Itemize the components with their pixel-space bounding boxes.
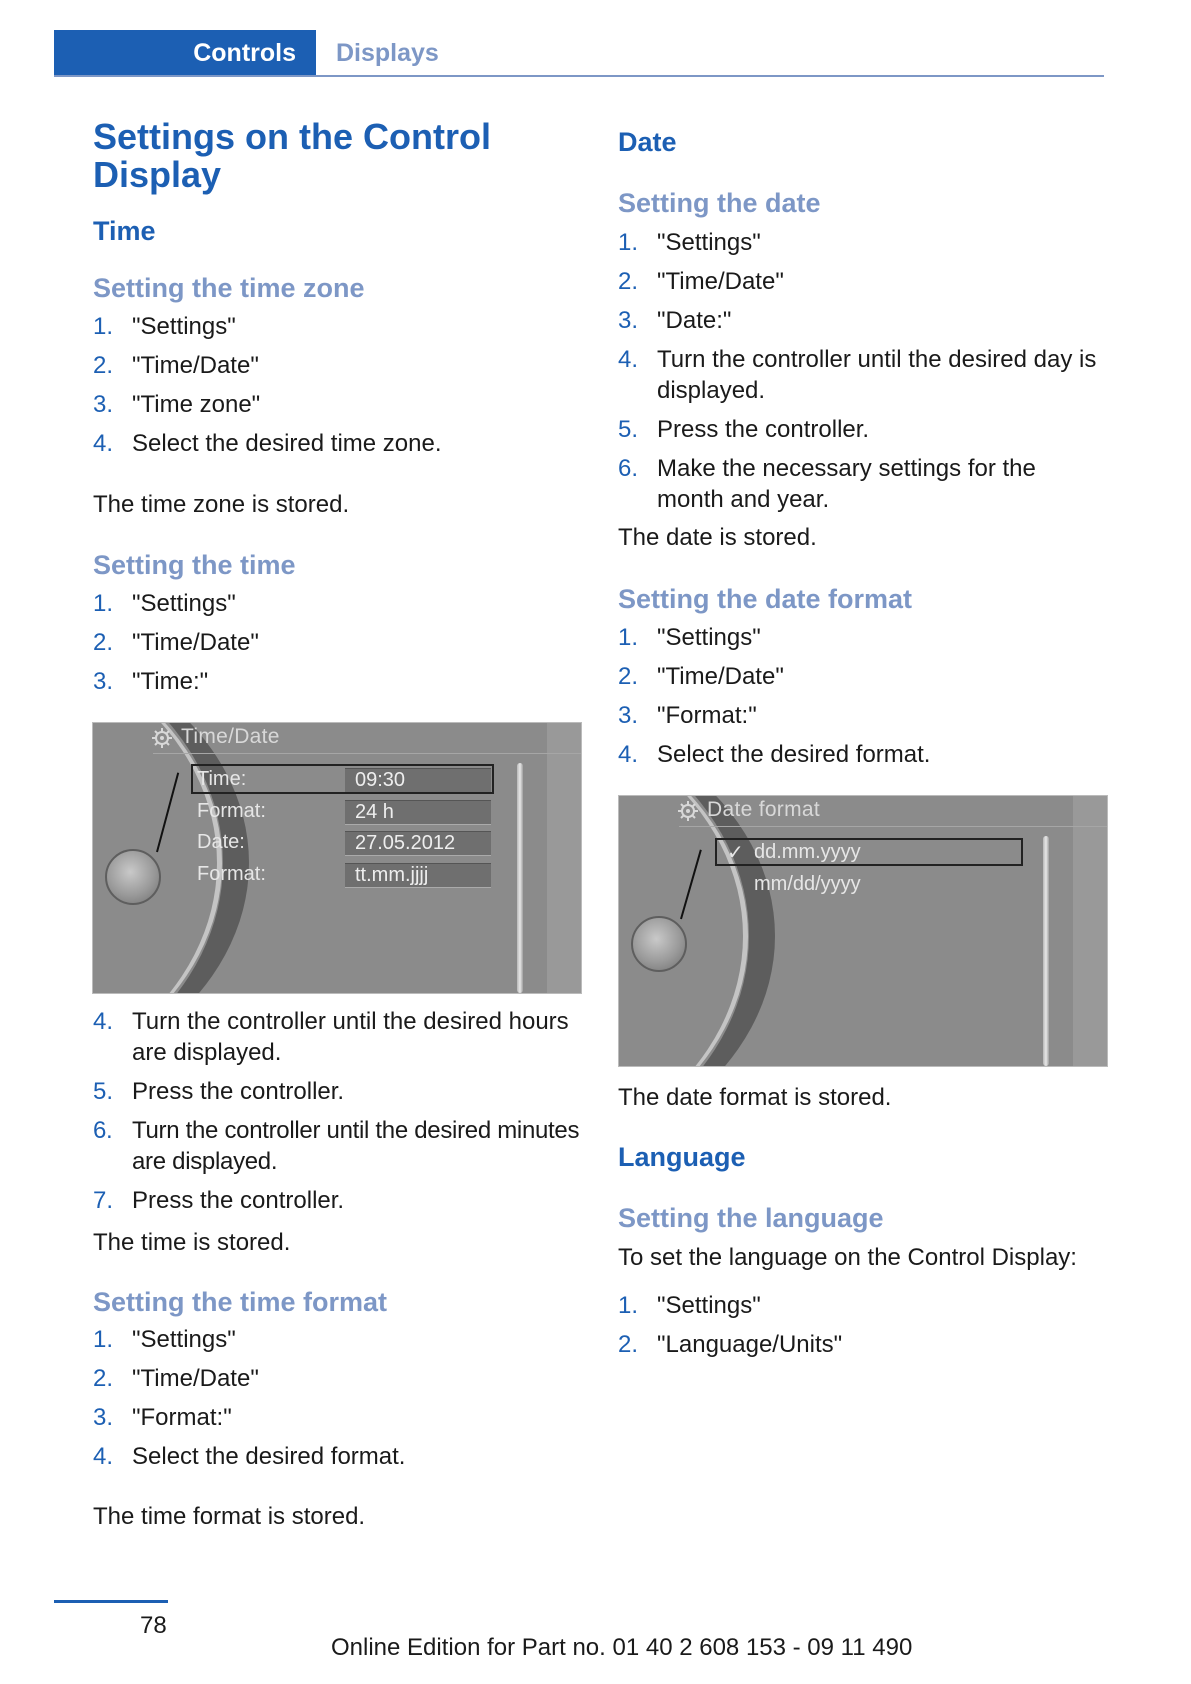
screen-option: mm/dd/yyyy (754, 873, 861, 895)
list-item: 1. "Settings" (93, 1326, 236, 1353)
list-item: 3. "Format:" (618, 702, 757, 729)
dateformat-steps (618, 622, 1108, 778)
header-rule (54, 75, 1104, 77)
dateformat-result: The date format is stored. (618, 1084, 892, 1111)
timezone-result: The time zone is stored. (93, 491, 350, 518)
timezone-heading: Setting the time zone (93, 273, 365, 303)
list-item: 3. "Time zone" (93, 391, 261, 418)
language-steps (618, 1290, 1108, 1368)
header-section-label: Controls (193, 39, 296, 67)
list-item: 5. Press the controller. (618, 416, 870, 443)
list-item: 4. Turn the controller until the desired day is displayed. (618, 346, 1097, 404)
screen-row-label: Format: (197, 863, 266, 885)
gear-icon (677, 800, 699, 822)
dateformat-heading: Setting the date format (618, 584, 913, 614)
page-title: Settings on the Control Display (93, 116, 491, 195)
screen-row-label: Format: (197, 800, 266, 822)
time-setting-heading: Setting the time (93, 550, 296, 580)
list-item: 4. Select the desired format. (618, 741, 931, 768)
screen-right-edge (547, 723, 582, 994)
time-steps-continued (93, 1006, 583, 1224)
language-setting-heading: Setting the language (618, 1203, 884, 1233)
screen-right-bar (1043, 836, 1049, 1066)
screen-row-label: Time: (197, 768, 247, 790)
page-number: 78 (140, 1612, 167, 1639)
screen-right-edge (1073, 796, 1108, 1067)
screen-row-value: 24 h (345, 800, 491, 825)
edition-note: Online Edition for Part no. 01 40 2 608 153 - 09 11 490 (331, 1634, 913, 1661)
list-item: 3. "Time:" (93, 668, 209, 695)
screen-title-rule (153, 753, 582, 754)
screen-title-rule (679, 826, 1108, 827)
list-item: 1. "Settings" (93, 313, 236, 340)
list-item: 5. Press the controller. (93, 1078, 345, 1105)
timeformat-heading: Setting the time format (93, 1287, 388, 1317)
list-item: 4. Select the desired format. (93, 1443, 406, 1470)
list-item: 1. "Settings" (618, 229, 761, 256)
list-item: 3. "Date:" (618, 307, 732, 334)
list-item: 2. "Time/Date" (618, 663, 784, 690)
screen-right-bar (517, 763, 523, 993)
controller-knob-icon (631, 916, 687, 972)
list-item: 7. Press the controller. (93, 1187, 345, 1214)
timeformat-steps (93, 1324, 583, 1480)
list-item: 2. "Time/Date" (93, 629, 259, 656)
list-item: 1. "Settings" (618, 1292, 761, 1319)
gear-icon (151, 727, 173, 749)
list-item: 2. "Time/Date" (93, 1365, 259, 1392)
time-result: The time is stored. (93, 1229, 291, 1256)
screen-title: Date format (707, 798, 821, 821)
header-section-tab (54, 30, 316, 76)
screen-option: dd.mm.yyyy (754, 841, 861, 863)
list-item: 2. "Time/Date" (93, 352, 259, 379)
screen-row-value: 27.05.2012 (345, 831, 491, 856)
date-steps (618, 227, 1108, 523)
timezone-steps (93, 311, 583, 467)
time-heading: Time (93, 216, 156, 246)
footer-rule (54, 1600, 168, 1603)
checkmark-icon: ✓ (727, 842, 744, 864)
list-item: 4. Select the desired time zone. (93, 430, 442, 457)
timedate-screen-image (92, 722, 582, 994)
time-steps (93, 588, 583, 705)
dateformat-screen-image (618, 795, 1108, 1067)
list-item: 1. "Settings" (618, 624, 761, 651)
list-item: 1. "Settings" (93, 590, 236, 617)
list-item: 2. "Language/Units" (618, 1331, 843, 1358)
screen-row-value: 09:30 (345, 768, 491, 793)
list-item: 4. Turn the controller until the desired hours are displayed. (93, 1008, 569, 1066)
language-intro: To set the language on the Control Display: (618, 1244, 1077, 1271)
screen-title: Time/Date (181, 725, 280, 748)
screen-row-label: Date: (197, 831, 245, 853)
date-heading: Date (618, 127, 677, 157)
timeformat-result: The time format is stored. (93, 1503, 366, 1530)
header-subsection-label: Displays (336, 39, 439, 67)
controller-knob-icon (105, 849, 161, 905)
list-item: 6. Make the necessary settings for the month and year. (618, 455, 1036, 513)
list-item: 6. Turn the controller until the desired minutes are displayed. (93, 1117, 580, 1175)
list-item: 3. "Format:" (93, 1404, 232, 1431)
screen-row-value: tt.mm.jjjj (345, 863, 491, 888)
date-result: The date is stored. (618, 524, 817, 551)
language-heading: Language (618, 1142, 746, 1172)
date-setting-heading: Setting the date (618, 188, 821, 218)
list-item: 2. "Time/Date" (618, 268, 784, 295)
selection-highlight (191, 764, 494, 794)
